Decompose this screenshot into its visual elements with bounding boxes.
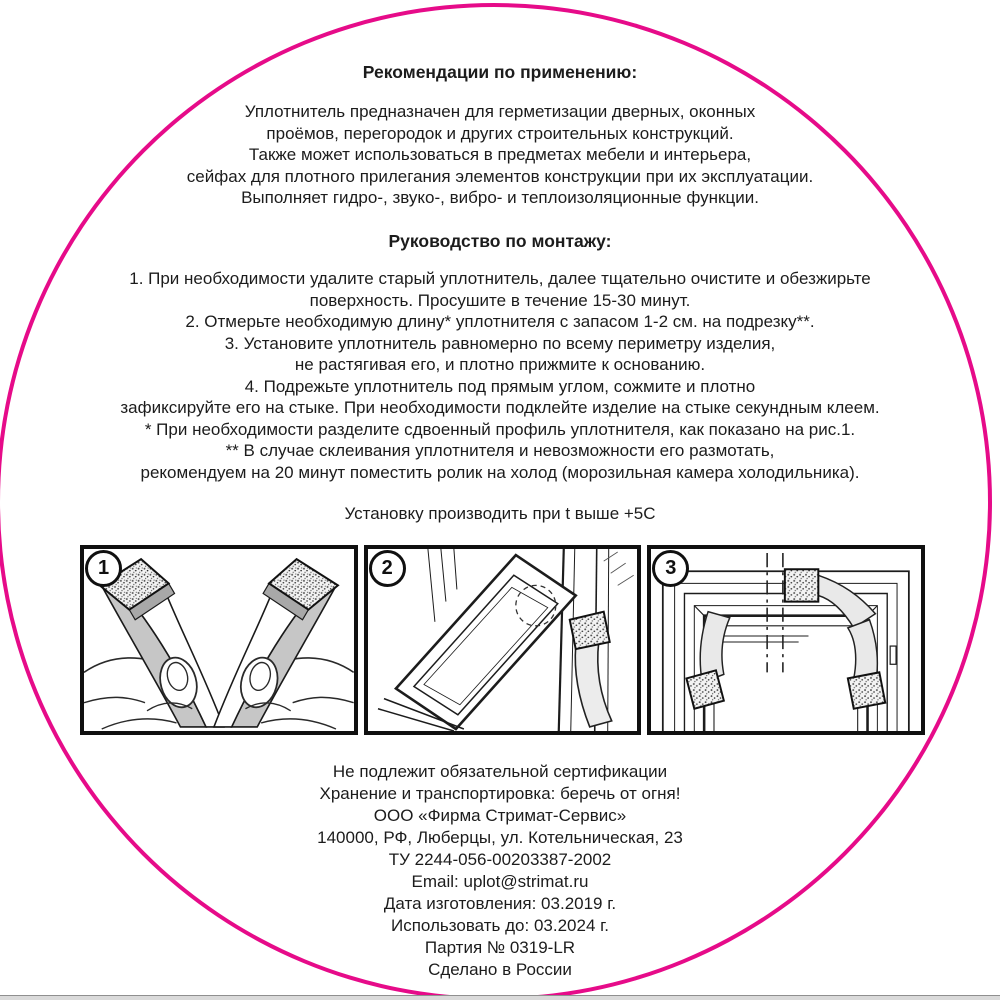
temperature-note: Установку производить при t выше +5С <box>344 504 656 523</box>
text-line: рекомендуем на 20 минут поместить ролик на холод (морозильная камера холодильника). <box>140 462 860 482</box>
text-line: Хранение и транспортировка: беречь от огня! <box>319 784 681 803</box>
text-line: проёмов, перегородок и других строительных конструкций. <box>266 123 734 143</box>
text-line: Выполняет гидро-, звуко-, вибро- и теплоизоляционные функции. <box>241 188 759 207</box>
text-line: Email: uplot@strimat.ru <box>411 872 589 891</box>
text-line: 4. Подрежьте уплотнитель под прямым углом, сожмите и плотно <box>244 376 756 396</box>
figures-row <box>80 545 925 735</box>
text-line: 1. При необходимости удалите старый уплотнитель, далее тщательно очистите и обезжирьте <box>129 269 871 288</box>
figure-2-illustration <box>368 549 638 731</box>
text-line: ООО «Фирма Стримат-Сервис» <box>373 806 627 825</box>
text-line: Не подлежит обязательной сертификации <box>332 762 668 781</box>
text-line: Сделано в России <box>428 960 572 979</box>
text-line: Партия № 0319-LR <box>424 938 576 957</box>
figure-number-badge: 1 <box>85 550 122 587</box>
figure-1-illustration <box>84 549 354 731</box>
text-line: 140000, РФ, Люберцы, ул. Котельническая, 23 <box>317 828 683 847</box>
figure-3-door-frame-seal <box>647 545 925 735</box>
text-line: 2. Отмерьте необходимую длину* уплотнителя с запасом 1-2 см. на подрезку**. <box>185 312 815 331</box>
text-line: * При необходимости разделите сдвоенный профиль уплотнителя, как показано на рис.1. <box>144 419 856 439</box>
recommendations-title: Рекомендации по применению: <box>362 62 638 82</box>
figure-number-badge: 2 <box>369 550 406 587</box>
figure-number-badge: 3 <box>652 550 689 587</box>
installation-steps <box>0 268 1000 483</box>
figure-1-split-profile <box>80 545 358 735</box>
text-line: ** В случае склеивания уплотнителя и невозможности его размотать, <box>225 441 775 460</box>
text-line: Также может использоваться в предметах мебели и интерьера, <box>248 145 752 164</box>
figure-2-window-seal <box>364 545 642 735</box>
bottom-edge-bar <box>0 995 1000 1000</box>
recommendations-paragraph <box>0 101 1000 209</box>
text-line: Использовать до: 03.2024 г. <box>391 916 609 935</box>
text-line: ТУ 2244-056-00203387-2002 <box>388 850 612 869</box>
figure-3-illustration <box>651 549 921 731</box>
installation-title: Руководство по монтажу: <box>388 231 612 251</box>
text-line: Уплотнитель предназначен для герметизации дверных, оконных <box>244 102 756 121</box>
text-line: поверхность. Просушите в течение 15-30 минут. <box>309 290 691 310</box>
text-line: сейфах для плотного прилегания элементов конструкции при их эксплуатации. <box>186 166 814 186</box>
text-line: зафиксируйте его на стыке. При необходимости подклейте изделие на стыке секундным клеем. <box>120 398 880 417</box>
text-line: Дата изготовления: 03.2019 г. <box>383 894 617 913</box>
footer-info <box>0 761 1000 981</box>
text-line: 3. Установите уплотнитель равномерно по всему периметру изделия, <box>224 333 776 353</box>
text-line: не растягивая его, и плотно прижмите к основанию. <box>294 355 706 374</box>
